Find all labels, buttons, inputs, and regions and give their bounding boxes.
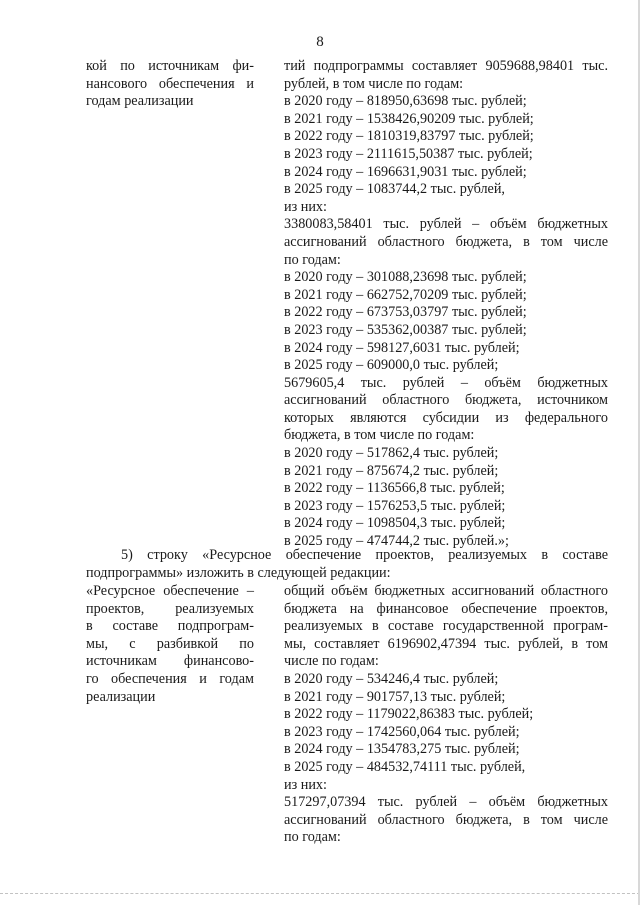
section1-right-line: в 2022 году – 1810319,83797 тыс. рублей;: [284, 128, 534, 145]
section2-right-line: общий объём бюджетных ассигнований областного: [284, 583, 608, 599]
section1-right-line: в 2021 году – 875674,2 тыс. рублей;: [284, 462, 499, 479]
section2-right-line: из них:: [284, 776, 327, 793]
section1-right-line: в 2025 году – 474744,2 тыс. рублей.»;: [284, 533, 509, 550]
section2-right-line: в 2021 году – 901757,13 тыс. рублей;: [284, 688, 506, 705]
section2-left-line: проектов, реализуемых: [86, 600, 254, 617]
section2-right-line: в 2023 году – 1742560,064 тыс. рублей;: [284, 723, 520, 740]
instruction-line: подпрограммы» изложить в следующей редакции:: [86, 564, 391, 581]
section1-right-line: в 2022 году – 1136566,8 тыс. рублей;: [284, 480, 505, 497]
section1-left-line: годам реализации: [86, 93, 194, 110]
section1-right-line: в 2023 году – 1576253,5 тыс. рублей;: [284, 497, 506, 514]
section1-left-line: кой по источникам фи-: [86, 58, 254, 74]
section2-right-line: в 2025 году – 484532,74111 тыс. рублей,: [284, 758, 526, 775]
section1-right-line: по годам:: [284, 251, 341, 268]
section1-right-line: ассигнований областного бюджета, в том числе: [284, 233, 608, 250]
section1-right-line: бюджета, в том числе по годам:: [284, 427, 475, 444]
section2-right-line: в 2020 году – 534246,4 тыс. рублей;: [284, 670, 499, 687]
section1-right-line: ассигнований областного бюджета, источником: [284, 392, 608, 409]
section2-right-line: ассигнований областного бюджета, в том числе: [284, 811, 608, 828]
section2-right-line: в 2022 году – 1179022,86383 тыс. рублей;: [284, 706, 534, 723]
section2-left-line: «Ресурсное обеспечение –: [86, 583, 254, 599]
section2-right-line: мы, составляет 6196902,47394 тыс. рублей, в том: [284, 635, 608, 652]
section2-right-line: в 2024 году – 1354783,275 тыс. рублей;: [284, 741, 520, 758]
section1-right-line: из них:: [284, 198, 327, 215]
section1-right-line: в 2021 году – 662752,70209 тыс. рублей;: [284, 286, 527, 303]
section1-right-line: в 2020 году – 301088,23698 тыс. рублей;: [284, 269, 527, 286]
section2-right-line: 517297,07394 тыс. рублей – объём бюджетных: [284, 794, 608, 811]
section1-right-column: [284, 58, 608, 551]
section1-left-column: [86, 58, 254, 111]
section1-right-line: в 2023 году – 535362,00387 тыс. рублей;: [284, 321, 527, 338]
section2-right-line: числе по годам:: [284, 653, 379, 670]
section1-right-line: в 2021 году – 1538426,90209 тыс. рублей;: [284, 110, 534, 127]
section1-right-line: в 2020 году – 818950,63698 тыс. рублей;: [284, 93, 527, 110]
section1-right-line: которых являются субсидии из федерального: [284, 409, 608, 426]
section2-left-line: в составе подпрограм-: [86, 618, 254, 635]
section2-left-line: реализации: [86, 688, 156, 705]
section1-right-line: в 2022 году – 673753,03797 тыс. рублей;: [284, 304, 527, 321]
instruction-line: 5) строку «Ресурсное обеспечение проектов, реализуемых в составе: [121, 547, 608, 563]
section1-right-line: в 2024 году – 598127,6031 тыс. рублей;: [284, 339, 520, 356]
section1-right-line: рублей, в том числе по годам:: [284, 75, 464, 92]
section2-left-column: [86, 583, 254, 706]
section1-right-line: в 2024 году – 1098504,3 тыс. рублей;: [284, 515, 506, 532]
section1-right-line: в 2023 году – 2111615,50387 тыс. рублей;: [284, 145, 533, 162]
section1-right-line: в 2020 году – 517862,4 тыс. рублей;: [284, 445, 499, 462]
page-number: 8: [316, 34, 324, 50]
section1-left-line: нансового обеспечения и: [86, 75, 254, 92]
section2-left-line: го обеспечения и годам: [86, 670, 254, 687]
section1-right-line: в 2025 году – 1083744,2 тыс. рублей,: [284, 181, 505, 198]
section2-right-line: бюджета на финансовое обеспечение проектов,: [284, 600, 608, 617]
instruction-paragraph: [86, 547, 608, 582]
section2-right-line: реализуемых в составе государственной програм-: [284, 618, 608, 635]
section2-left-line: источникам финансово-: [86, 653, 254, 670]
section2-left-line: мы, с разбивкой по: [86, 635, 254, 652]
section1-right-line: в 2024 году – 1696631,9031 тыс. рублей;: [284, 163, 527, 180]
scan-bottom-rule: [0, 893, 640, 894]
section1-right-line: 3380083,58401 тыс. рублей – объём бюджетных: [284, 216, 608, 233]
section1-right-line: 5679605,4 тыс. рублей – объём бюджетных: [284, 374, 608, 391]
section2-right-column: [284, 583, 608, 847]
section2-right-line: по годам:: [284, 829, 341, 846]
section1-right-line: тий подпрограммы составляет 9059688,98401 тыс.: [284, 58, 608, 74]
section1-right-line: в 2025 году – 609000,0 тыс. рублей;: [284, 357, 499, 374]
